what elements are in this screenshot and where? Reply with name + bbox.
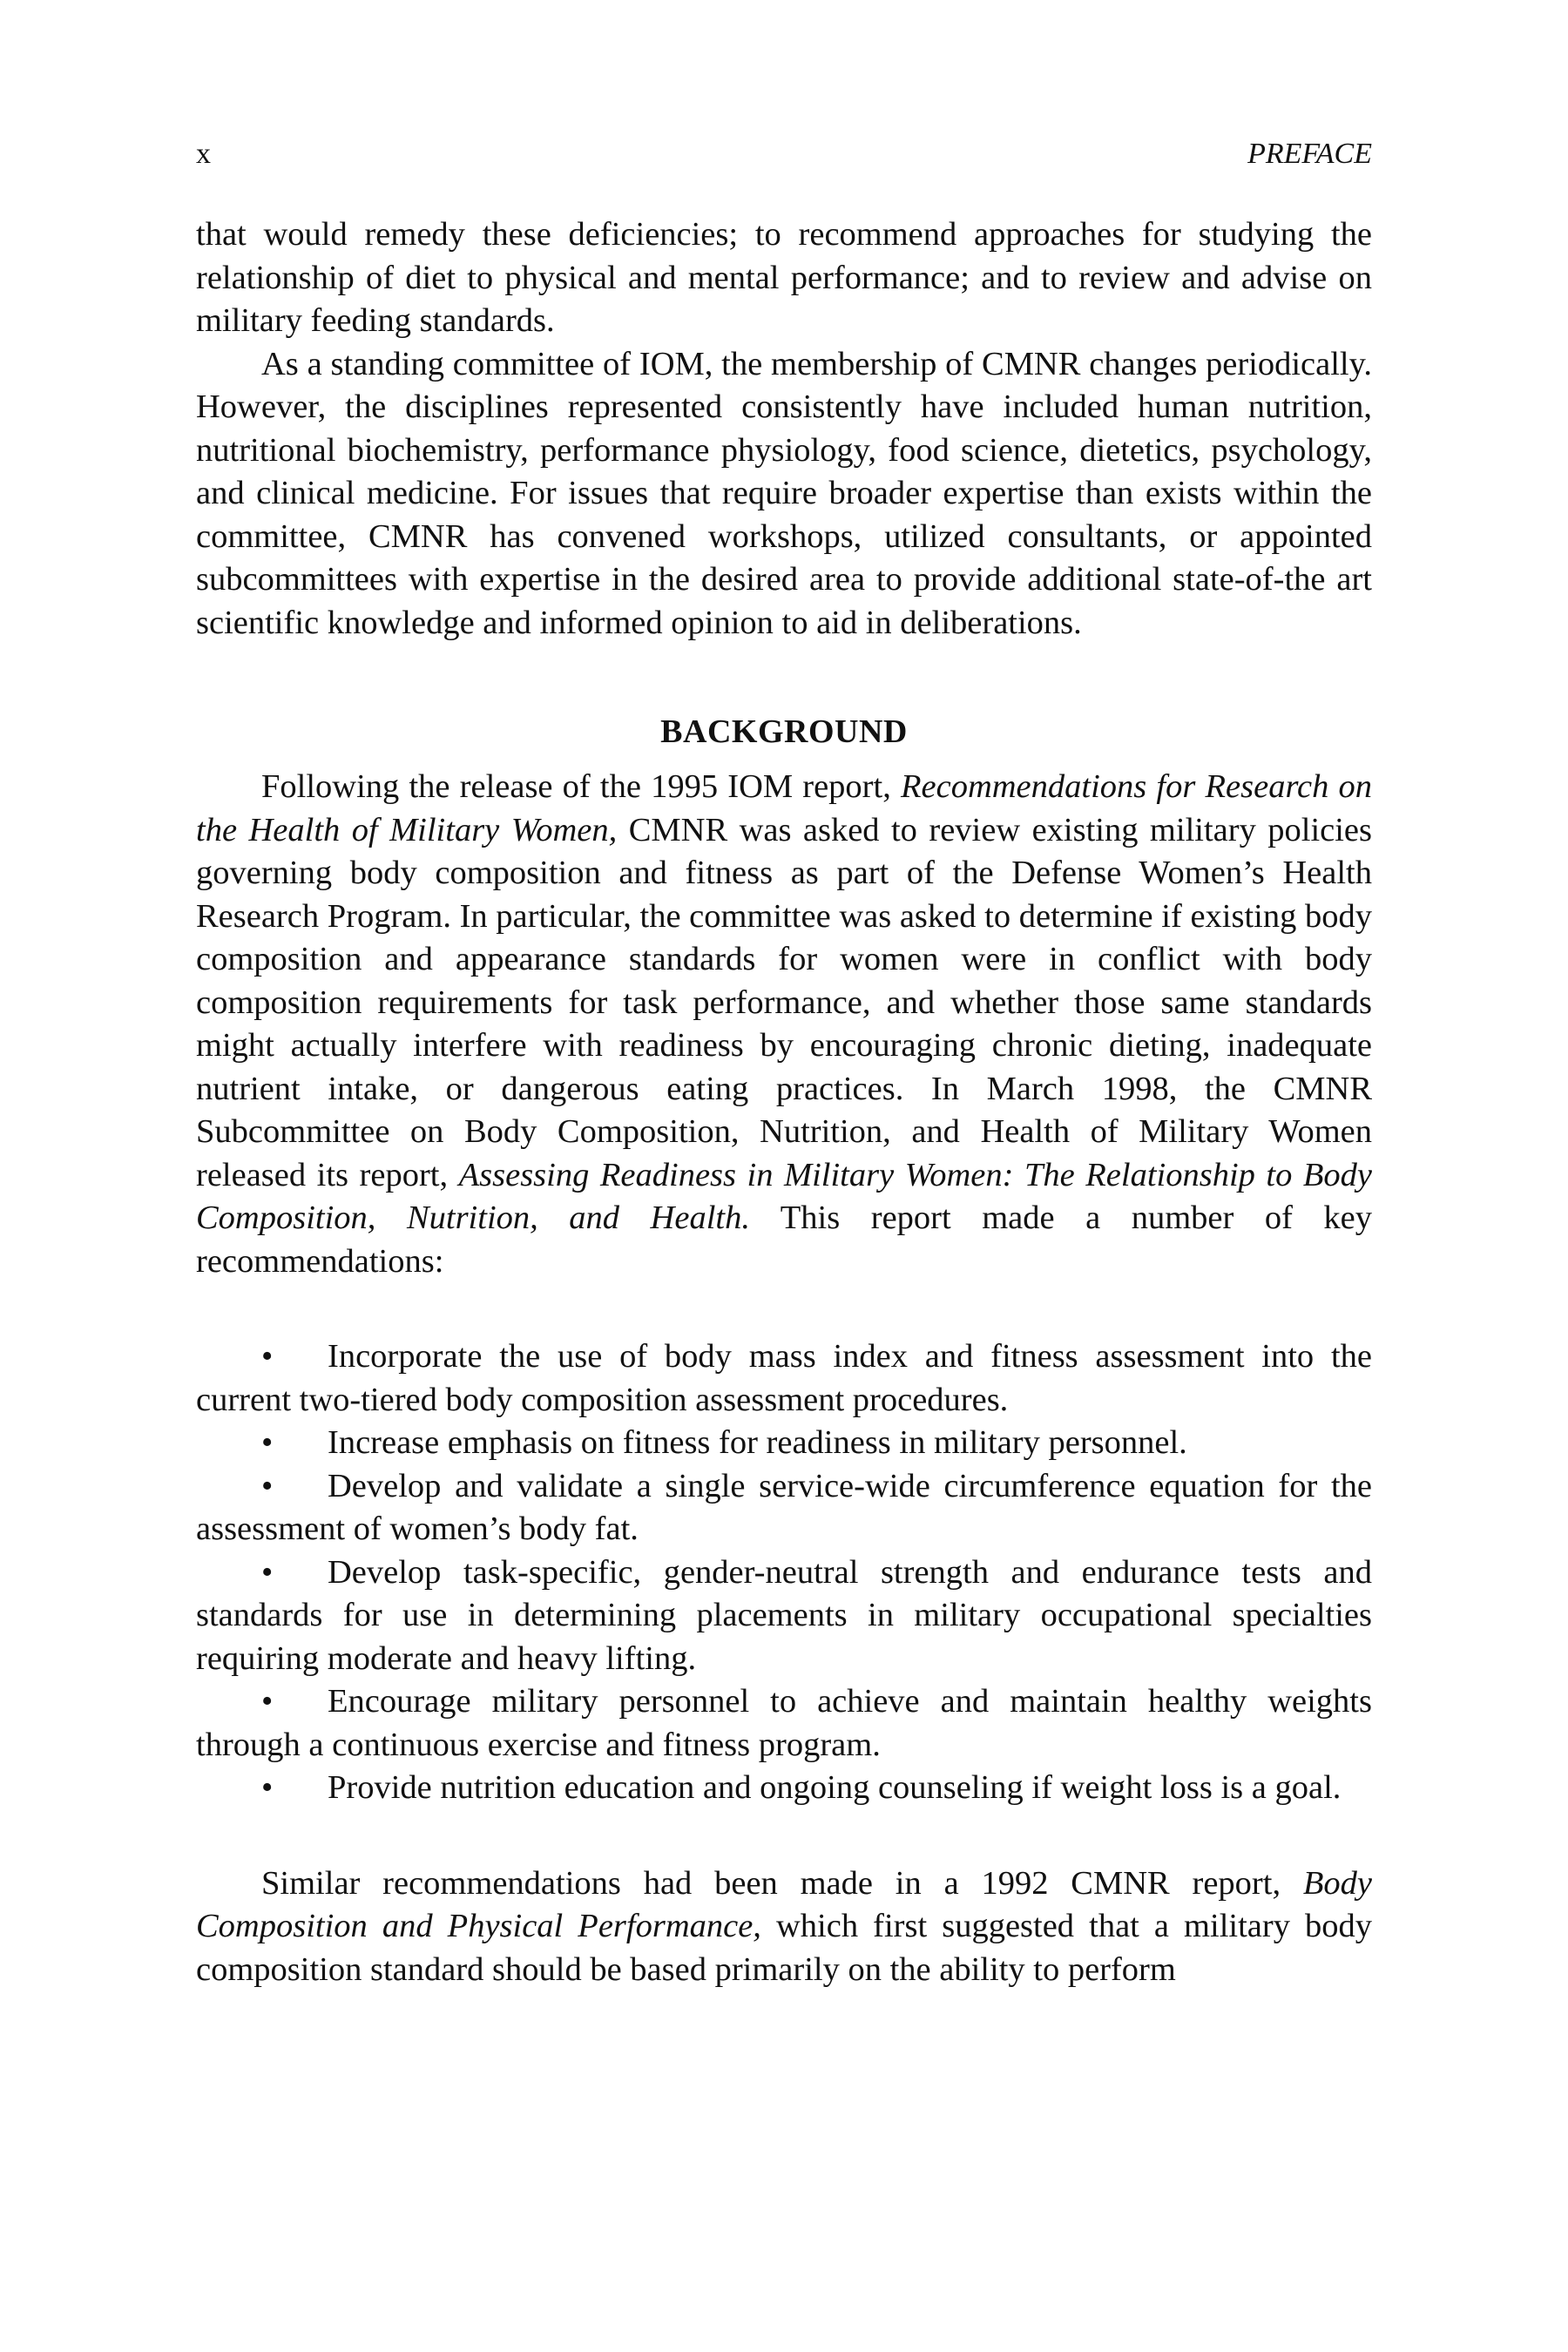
running-title: PREFACE: [1247, 138, 1372, 170]
similar-recommendations-paragraph: [196, 1862, 1372, 1992]
background-text-c: This report made a number of key recommendations:: [196, 1200, 1372, 1280]
intro-paragraph-continued: that would remedy these deficiencies; to recommend approaches for studying the relationship of diet to physical and mental performance; and to review and advise on military feeding standards.: [196, 216, 1372, 339]
bullet-icon: •: [261, 1424, 274, 1461]
list-item-text: Incorporate the use of body mass index and fitness assessment into the current two-tiered body composition assessment procedures.: [196, 1338, 1372, 1418]
recommendations-list: [196, 1335, 1372, 1810]
report-title-1998: Assessing Readiness in Military Women: The Relationship to Body Composition, Nutrition, and Health.: [196, 1156, 1373, 1236]
page-body: [196, 213, 1372, 1991]
list-item: [196, 1680, 1372, 1767]
similar-text-a: Similar recommendations had been made in a 1992 CMNR report,: [261, 1864, 1303, 1902]
list-item-text: Encourage military personnel to achieve and maintain healthy weights through a continuous exercise and fitness program.: [196, 1683, 1372, 1763]
list-item: [196, 1422, 1372, 1465]
report-title-1992: Body Composition and Physical Performance,: [196, 1864, 1372, 1944]
list-item: [196, 1335, 1372, 1422]
section-heading-background: BACKGROUND: [660, 713, 908, 750]
report-title-1995: Recommendations for Research on the Health of Military Women,: [196, 768, 1372, 848]
page-header: [196, 138, 1372, 181]
list-item: [196, 1767, 1372, 1810]
list-item-text: Increase emphasis on fitness for readiness in military personnel.: [328, 1424, 1187, 1461]
bullet-icon: •: [261, 1553, 274, 1591]
background-paragraph: [196, 766, 1372, 1283]
list-item-text: Provide nutrition education and ongoing counseling if weight loss is a goal.: [328, 1769, 1342, 1806]
bullet-icon: •: [261, 1338, 274, 1375]
background-text-b: CMNR was asked to review existing military policies governing body composition and fitness as part of the Defense Women’s Health Research Program. In particular, the committee was asked to determine if existing body composition and appearance standards for women were in conflict with body composition requirements for task performance, and whether those same standards might actually interfere with readiness by encouraging chronic dieting, inadequate nutrient intake, or dangerous eating practices. In March 1998, the CMNR Subcommittee on Body Composition, Nutrition, and Health of Military Women released its report,: [196, 811, 1373, 1193]
similar-text-b: which first suggested that a military body composition standard should be based primarily on the ability to perform: [196, 1908, 1373, 1988]
bullet-icon: •: [261, 1769, 274, 1806]
page-number: x: [196, 138, 211, 170]
bullet-icon: •: [261, 1683, 274, 1720]
list-item: [196, 1465, 1372, 1551]
list-item-text: Develop task-specific, gender-neutral strength and endurance tests and standards for use in determining placements in military occupational specialties requiring moderate and heavy lifting.: [196, 1553, 1372, 1677]
bullet-icon: •: [261, 1467, 274, 1504]
background-text-a: Following the release of the 1995 IOM report,: [261, 768, 901, 805]
list-item-text: Develop and validate a single service-wide circumference equation for the assessment of women’s body fat.: [196, 1467, 1372, 1547]
intro-paragraph-committee: As a standing committee of IOM, the membership of CMNR changes periodically. However, the disciplines represented consistently have included human nutrition, nutritional biochemistry, performance physiology, food science, dietetics, psychology, and clinical medicine. For issues that require broader expertise than exists within the committee, CMNR has convened workshops, utilized consultants, or appointed subcommittees with expertise in the desired area to provide additional state-of-the art scientific knowledge and informed opinion to aid in deliberations.: [196, 345, 1372, 641]
list-item: [196, 1551, 1372, 1681]
